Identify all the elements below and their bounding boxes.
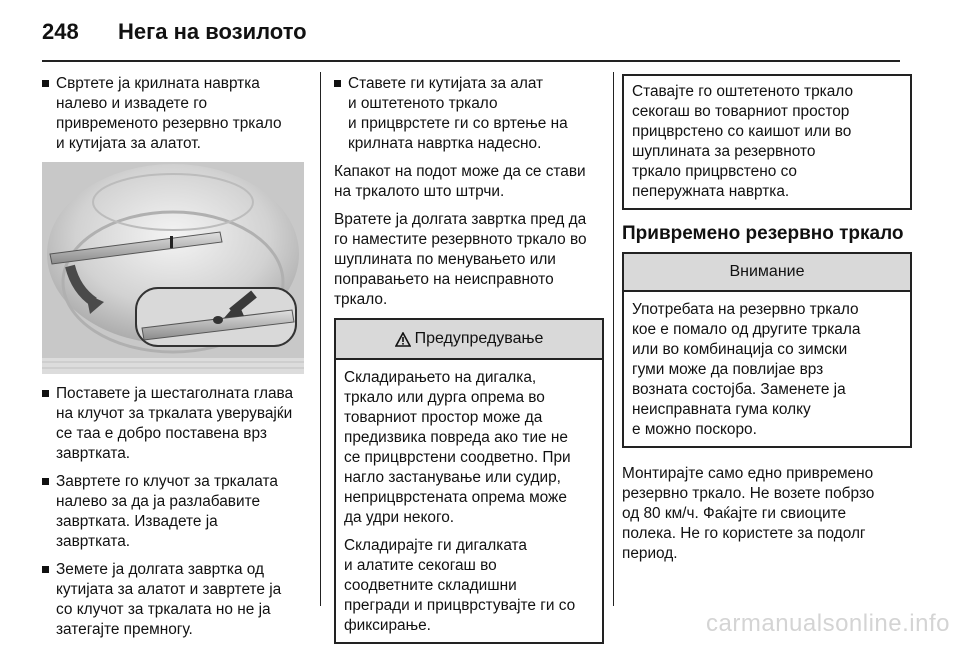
column-divider-left <box>320 72 321 606</box>
list-item <box>334 74 604 154</box>
attention-text: Употребата на резервно тркало кое е помало од другите тркала или во комбинација со зимски гуми може да повлијае врз возната состојба. Заменете ја неисправната гума колку е можно поскоро. <box>632 301 861 438</box>
warning-title: Предупредување <box>414 330 544 347</box>
warning-paragraph: Складирањето на дигалка, тркало или дурга опрема во товарниот простор може да предизвика повреда ако тие не се прицврстени соодветно. При нагло застанување или судир, неприцврстената опрема може да удри некого. <box>344 369 571 526</box>
bullet-marker <box>334 80 341 87</box>
bullet-marker <box>42 478 49 485</box>
attention-header <box>624 254 910 292</box>
spare-wheel-illustration <box>42 162 304 374</box>
header-divider <box>42 60 900 62</box>
list-item-text: Свртете ја крилната навртка налево и извадете го привременото резервно тркало и кутијата за алатот. <box>56 75 282 152</box>
paragraph: Монтирајте само едно привремено резервно тркало. Не возете побрзо од 80 км/ч. Фаќајте ги свиоците полека. Не го користете за подолг период. <box>622 465 875 562</box>
list-item-text: Завртете го клучот за тркалата налево за да ја разлабавите завртката. Извадете ја завртката. <box>56 473 278 550</box>
column-1 <box>42 74 304 648</box>
warning-body <box>336 360 602 642</box>
list-item <box>42 74 304 154</box>
list-item-text: Поставете ја шестаголната глава на клучот за тркалата уверувајќи се таа е добро поставена врз завртката. <box>56 385 294 462</box>
list-item <box>42 560 304 640</box>
bullet-marker <box>42 390 49 397</box>
column-3 <box>622 74 912 572</box>
warning-box <box>334 318 604 644</box>
list-item-text: Земете ја долгата завртка од кутијата за алатот и завртете ја со клучот за тркалата но не ја затегајте премногу. <box>56 561 282 638</box>
note-text: Ставајте го оштетеното тркало секогаш во товарниот простор прицврстено со каишот или во шуплината за резервното тркало прицрвстено со пеперужната навртка. <box>632 83 854 200</box>
section-title: Привремено резервно тркало <box>622 223 904 244</box>
bullet-marker <box>42 566 49 573</box>
page-number: 248 <box>42 19 79 44</box>
bullet-marker <box>42 80 49 87</box>
page-header <box>0 0 960 62</box>
warning-header <box>336 320 602 360</box>
warning-paragraph: Складирајте ги дигалката и алатите секогаш во соодветните складишни прегради и прицврстувајте ги со фиксирање. <box>344 537 576 634</box>
list-item <box>42 384 304 464</box>
column-2 <box>334 74 604 644</box>
watermark: carmanualsonline.info <box>706 610 950 637</box>
warning-triangle-icon <box>395 332 411 347</box>
page-title: Нега на возилото <box>118 19 307 44</box>
paragraph: Вратете ја долгата завртка пред да го наместите резервното тркало во шуплината по менувањето или поправањето на неисправното тркало. <box>334 211 587 308</box>
attention-box <box>622 252 912 448</box>
paragraph: Капакот на подот може да се стави на тркалото што штрчи. <box>334 163 586 200</box>
attention-body <box>624 292 910 446</box>
list-item <box>42 472 304 552</box>
list-item-text: Ставете ги кутијата за алат и оштетеното тркало и прицврстете ги со вртење на крилната навртка надесно. <box>348 75 568 152</box>
column-divider-right <box>613 72 614 606</box>
note-box <box>622 74 912 210</box>
attention-title: Внимание <box>729 263 805 280</box>
